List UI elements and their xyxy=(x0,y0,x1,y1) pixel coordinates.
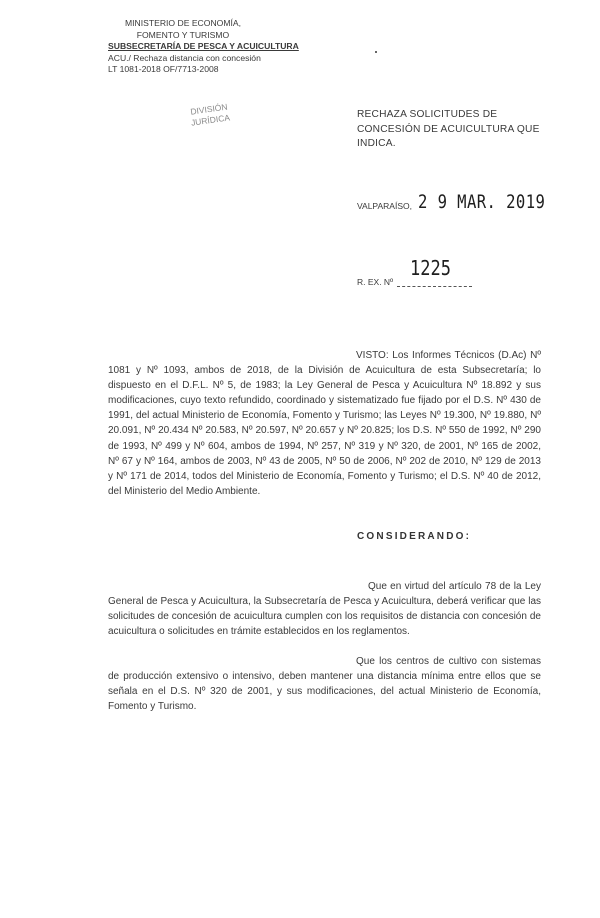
rex-label: R. EX. Nº xyxy=(357,277,394,287)
paragraph-text: producción extensivo o intensivo, deben mantener una distancia mínima entre ellos que se señala en el D.S. Nº 320 de 2001, y sus modificaciones, del actual Ministerio de Economía, Fomento y Turismo. xyxy=(108,671,541,713)
considerando-paragraph-2 xyxy=(108,654,541,714)
considerando-heading: CONSIDERANDO: xyxy=(357,531,472,542)
letterhead-ministry: MINISTERIO DE ECONOMÍA, xyxy=(124,18,242,28)
paragraph-lead: Que en virtud del artículo 78 de la Ley xyxy=(368,581,541,592)
rex-underline xyxy=(397,286,472,287)
visto-lead: VISTO: Los Informes Técnicos (D.Ac) Nº xyxy=(356,350,541,361)
letterhead xyxy=(108,18,298,76)
division-stamp xyxy=(179,100,242,148)
letterhead-subsecretariat: SUBSECRETARÍA DE PESCA Y ACUICULTURA xyxy=(108,41,299,51)
rex-number: 1225 xyxy=(410,256,451,280)
paragraph-text: General de Pesca y Acuicultura, la Subsecretaría de Pesca y Acuicultura, deberá verificar que las solicitudes de concesión de acuicultura cumplen con los requisitos de distancia con concesión de acuicultura o solicitudes en trámite establecidos en los reglamentos. xyxy=(108,596,541,638)
letterhead-reference: ACU./ Rechaza distancia con concesión xyxy=(108,52,261,63)
stamp-line-1: DIVISIÓN xyxy=(189,101,229,117)
date-stamp: 2 9 MAR. 2019 xyxy=(418,191,546,213)
letterhead-file-code: LT 1081-2018 OF/7713-2008 xyxy=(108,64,219,74)
visto-paragraph xyxy=(108,348,541,499)
letterhead-ministry-cont: FOMENTO Y TURISMO xyxy=(136,29,230,40)
considerando-paragraph-1 xyxy=(108,579,541,639)
visto-text: 1081 y Nº 1093, ambos de 2018, de la División de Acuicultura de esta Subsecretaría; lo dispuesto en el D.F.L. Nº 5, de 1983; la Ley General de Pesca y Acuicultura Nº 18.892 y sus modificaciones, cuyo texto refundido, coordinado y sistematizado fue fijado por el D.S. Nº 430 de 1991, del actual Ministerio de Economía, Fomento y Turismo; las Leyes Nº 19.300, Nº 19.880, Nº 20.091, Nº 20.434 Nº 20.583, Nº 20.597, Nº 20.657 y Nº 20.825; los D.S. Nº 550 de 1992, Nº 290 de 1993, Nº 499 y Nº 604, ambos de 1994, Nº 257, Nº 319 y Nº 320, de 2001, Nº 165 de 2002, Nº 67 y Nº 164, ambos de 2003, Nº 43 de 2005, Nº 50 de 2006, Nº 202 de 2010, Nº 129 de 2013 y Nº 171 de 2014, todos del Ministerio de Economía, Fomento y Turismo; el D.S. Nº 40 de 2012, del Ministerio del Medio Ambiente. xyxy=(108,365,541,497)
stamp-line-2: JURÍDICA xyxy=(190,112,231,128)
paragraph-lead: Que los centros de cultivo con sistemas de xyxy=(108,656,541,683)
place-label: VALPARAÍSO, xyxy=(357,201,412,211)
scan-dot xyxy=(375,51,377,53)
resolution-subject: RECHAZA SOLICITUDES DE CONCESIÓN DE ACUICULTURA QUE INDICA. xyxy=(357,109,540,149)
